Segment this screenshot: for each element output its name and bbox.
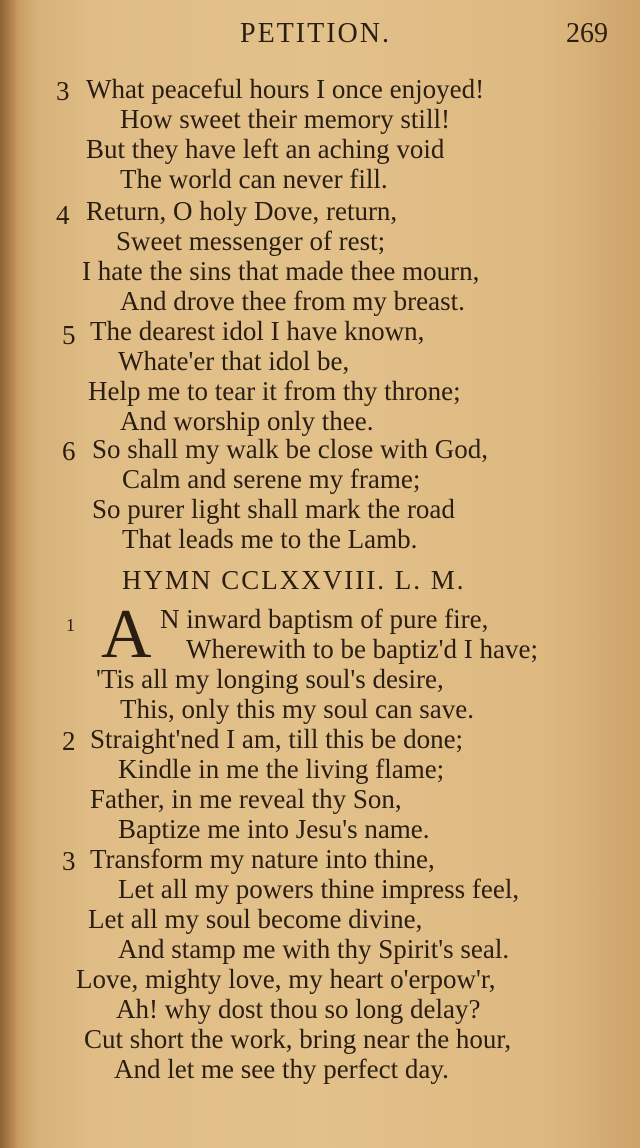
verse-line: Let all my powers thine impress feel,	[118, 874, 520, 904]
verse-line: Return, O holy Dove, return,	[86, 196, 398, 226]
verse-line: Cut short the work, bring near the hour,	[84, 1024, 512, 1054]
verse-line: So shall my walk be close with God,	[92, 434, 488, 464]
verse-line: So purer light shall mark the road	[92, 494, 455, 524]
verse-line: 'Tis all my longing soul's desire,	[96, 664, 444, 694]
verse-line: Baptize me into Jesu's name.	[118, 814, 430, 844]
stanza-number: 2	[62, 726, 76, 756]
verse-line: This, only this my soul can save.	[120, 694, 474, 724]
verse-line: And let me see thy perfect day.	[114, 1054, 449, 1084]
verse-line: Straight'ned I am, till this be done;	[90, 724, 464, 754]
page-number: 269	[566, 18, 608, 49]
verse-line: Let all my soul become divine,	[88, 904, 423, 934]
page-header	[0, 18, 640, 58]
verse-line: Ah! why dost thou so long delay?	[116, 994, 481, 1024]
stanza-number: 3	[56, 76, 70, 106]
verse-line: Kindle in me the living flame;	[118, 754, 445, 784]
verse-line: I hate the sins that made thee mourn,	[82, 256, 480, 286]
stanza-number: 1	[66, 615, 75, 635]
running-head: PETITION.	[240, 18, 391, 49]
verse-line: And worship only thee.	[120, 406, 374, 436]
verse-line: N inward baptism of pure fire,	[160, 604, 489, 634]
verse-line: And stamp me with thy Spirit's seal.	[118, 934, 510, 964]
stanza-number: 6	[62, 436, 76, 466]
verse-line: That leads me to the Lamb.	[122, 524, 418, 554]
page-gutter	[0, 0, 18, 1148]
stanza-number: 4	[56, 200, 70, 230]
verse-line: The dearest idol I have known,	[90, 316, 425, 346]
stanza-number: 3	[62, 846, 76, 876]
verse-line: Love, mighty love, my heart o'erpow'r,	[76, 964, 496, 994]
verse-line: Help me to tear it from thy throne;	[88, 376, 461, 406]
verse-line: The world can never fill.	[120, 164, 388, 194]
verse-line: And drove thee from my breast.	[120, 286, 465, 316]
verse-line: Wherewith to be baptiz'd I have;	[186, 634, 538, 664]
verse-line: What peaceful hours I once enjoyed!	[86, 74, 485, 104]
verse-line: Whate'er that idol be,	[118, 346, 350, 376]
verse-line: Calm and serene my frame;	[122, 464, 421, 494]
drop-cap: A	[101, 596, 152, 673]
verse-line: Sweet messenger of rest;	[116, 226, 386, 256]
hymn-title: HYMN CCLXXVIII. L. M.	[122, 565, 466, 595]
stanza-number: 5	[62, 320, 76, 350]
verse-line: Father, in me reveal thy Son,	[90, 784, 402, 814]
verse-line: Transform my nature into thine,	[90, 844, 435, 874]
verse-line: How sweet their memory still!	[120, 104, 450, 134]
verse-line: But they have left an aching void	[86, 134, 445, 164]
